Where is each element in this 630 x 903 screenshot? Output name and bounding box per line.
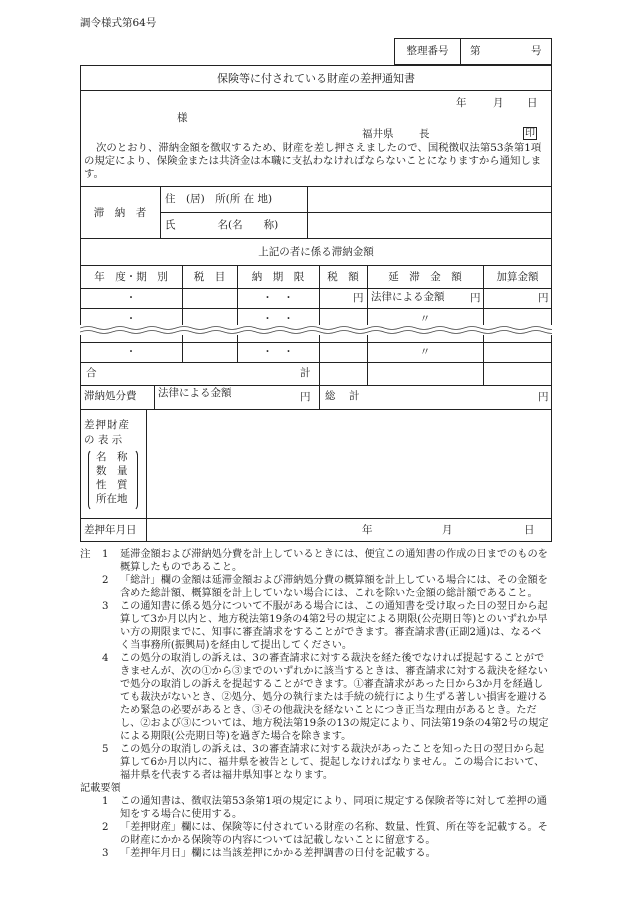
instruction-text-2: 「差押財産」欄には、保険等に付されている財産の名称、数量、性質、所在等を記載する。その財産にかかる保険等の内容については記載しないことに留意する。 (120, 822, 548, 846)
total-label-left: 合 (86, 367, 97, 379)
total-label-right: 計 (300, 367, 311, 379)
date-day: 日 (527, 97, 538, 109)
note-num-5: 5 (102, 744, 109, 755)
header-tax-amount: 税 額 (327, 271, 359, 283)
addressee-suffix: 様 (177, 112, 188, 124)
note-text-3: この通知書に係る処分について不服がある場合には、この通知書を受け取った日の翌日から起算して3か月以内と、地方税法第19条の4第2号の規定による期限(公売期日等)とのいずれか早い方の期限までに、知事に審査請求をすることができます。審査請求書(正副2通)は、なるべく当事務所(振興局)を経由して提出してください。 (120, 601, 548, 651)
table-break (80, 325, 552, 335)
instruction-text-3: 「差押年月日」欄には当該差押にかかる差押調書の日付を記載する。 (120, 848, 436, 859)
seized-name: 名 称 (96, 451, 128, 463)
seizure-day: 日 (524, 524, 535, 536)
body-text: 次のとおり、滞納金額を徴収するため、財産を差し押さえましたので、国税徴収法第53条第1項の規定により、保険金または共済金は本職に支払わなければならないことになりますから通知します。 (84, 142, 542, 180)
note-num-4: 4 (102, 653, 109, 664)
seized-property-label-1: 差押財産 (84, 419, 130, 431)
note-num-1: 1 (102, 549, 109, 560)
seal-mark: 印 (525, 128, 535, 139)
disposal-yen: 円 (300, 391, 311, 403)
instruction-item-2 (96, 821, 551, 847)
issuer-chief: 長 (419, 128, 430, 140)
delinquent-label: 滞 納 者 (93, 207, 147, 219)
seized-nature: 性 質 (96, 479, 128, 491)
row1-due-dots: ・ ・ (262, 292, 294, 304)
name-label: 氏 名(名 称) (165, 219, 279, 231)
instruction-item-3 (96, 847, 551, 860)
row3-due-dots: ・ ・ (262, 346, 294, 358)
note-text-4: この処分の取消しの訴えは、3の審査請求に対する裁決を経た後でなければ提起することができませんが、次の①から③までのいずれかに該当するときは、審査請求に対する裁決を経ないで処分の取消しの訴えを提起することができます。①審査請求があった日から3か月を経過しても裁決がないとき、②処分、処分の執行または手続の続行により生ずる著しい損害を避けるため緊急の必要があるとき、③その他裁決を経ないことにつき正当な理由があるとき。ただし、②および③については、地方税法第19条の13の規定により、同法第19条の4第2号の規定による期限(公売期日等)を過ぎた場合を除きます。 (120, 653, 549, 742)
date-year: 年 (456, 97, 467, 109)
note-item-3 (96, 600, 551, 652)
notes-list (80, 548, 551, 860)
form-id: 調令様式第64号 (80, 17, 157, 29)
seizure-year: 年 (362, 524, 373, 536)
disposal-legal-amount: 法律による金額 (158, 387, 232, 399)
seized-location: 所在地 (96, 493, 128, 505)
note-text-5: この処分の取消しの訴えは、3の審査請求に対する裁決があったことを知った日の翌日から起算して6か月以内に、福井県を被告として、提起しなければなりません。この場合において、福井県を代表する者は福井県知事となります。 (120, 744, 545, 781)
row1-tax-yen: 円 (353, 292, 364, 304)
reference-no-prefix: 第 (470, 45, 481, 57)
issuer-prefecture: 福井県 (362, 128, 394, 140)
seized-property-label-2: の 表 示 (84, 434, 123, 446)
row2-ditto: 〃 (419, 313, 431, 325)
disposal-label: 滞納処分費 (84, 390, 137, 402)
row3-period-dot: ・ (125, 346, 137, 358)
header-fiscal-year: 年 度・期 別 (94, 271, 168, 283)
instruction-text-1: この通知書は、徴収法第53条第1項の規定により、同項に規定する保険者等に対して差押の通知をする場合に使用する。 (120, 796, 547, 820)
amount-section-title: 上記の者に係る滞納金額 (258, 246, 374, 258)
note-text-2: 「総計」欄の金額は延滞金額および滞納処分費の概算額を計上している場合には、その金額を含めた総計額、概算額を計上していない場合には、これを除いた金額の総計額であること。 (120, 575, 548, 599)
row1-period-dot: ・ (125, 292, 137, 304)
note-num-2: 2 (102, 575, 109, 586)
note-item-4 (96, 652, 551, 743)
row1-additional-yen: 円 (538, 292, 549, 304)
header-due-date: 納 期 限 (251, 271, 305, 283)
row3-ditto: 〃 (419, 346, 431, 358)
seizure-month: 月 (442, 524, 453, 536)
address-label: 住 (居) 所(所 在 地) (165, 193, 273, 205)
document-title: 保険等に付されている財産の差押通知書 (217, 72, 415, 85)
note-item-5 (96, 743, 551, 782)
row2-period-dot: ・ (125, 313, 137, 325)
instructions-title: 記載要領 (80, 783, 121, 794)
row1-legal-amount: 法律による金額 (371, 291, 445, 303)
header-tax-item: 税 目 (193, 271, 226, 283)
reference-number-label: 整理番号 (406, 45, 449, 57)
notes-prefix: 注 (80, 548, 91, 560)
row2-due-dots: ・ ・ (262, 313, 294, 325)
header-delinquency-charge: 延 滞 金 額 (388, 271, 462, 283)
grand-total-left: 総 (325, 390, 336, 402)
header-additional-amount: 加算金額 (496, 271, 539, 283)
instruction-num-2: 2 (102, 822, 109, 833)
row1-charge-yen: 円 (470, 292, 481, 304)
instruction-item-1 (96, 795, 551, 821)
instruction-num-1: 1 (102, 796, 109, 807)
reference-no-suffix: 号 (531, 45, 542, 57)
grand-total-right: 計 (349, 390, 360, 402)
note-num-3: 3 (102, 601, 109, 612)
grand-total-yen: 円 (538, 391, 549, 403)
seized-quantity: 数 量 (96, 465, 128, 477)
seizure-date-label: 差押年月日 (84, 524, 137, 536)
instruction-num-3: 3 (102, 848, 109, 859)
note-item-1 (96, 548, 551, 574)
date-month: 月 (493, 97, 504, 109)
note-item-2 (96, 574, 551, 600)
note-text-1: 延滞金額および滞納処分費を計上しているときには、便宜この通知書の作成の日までのものを概算したものであること。 (120, 549, 548, 573)
